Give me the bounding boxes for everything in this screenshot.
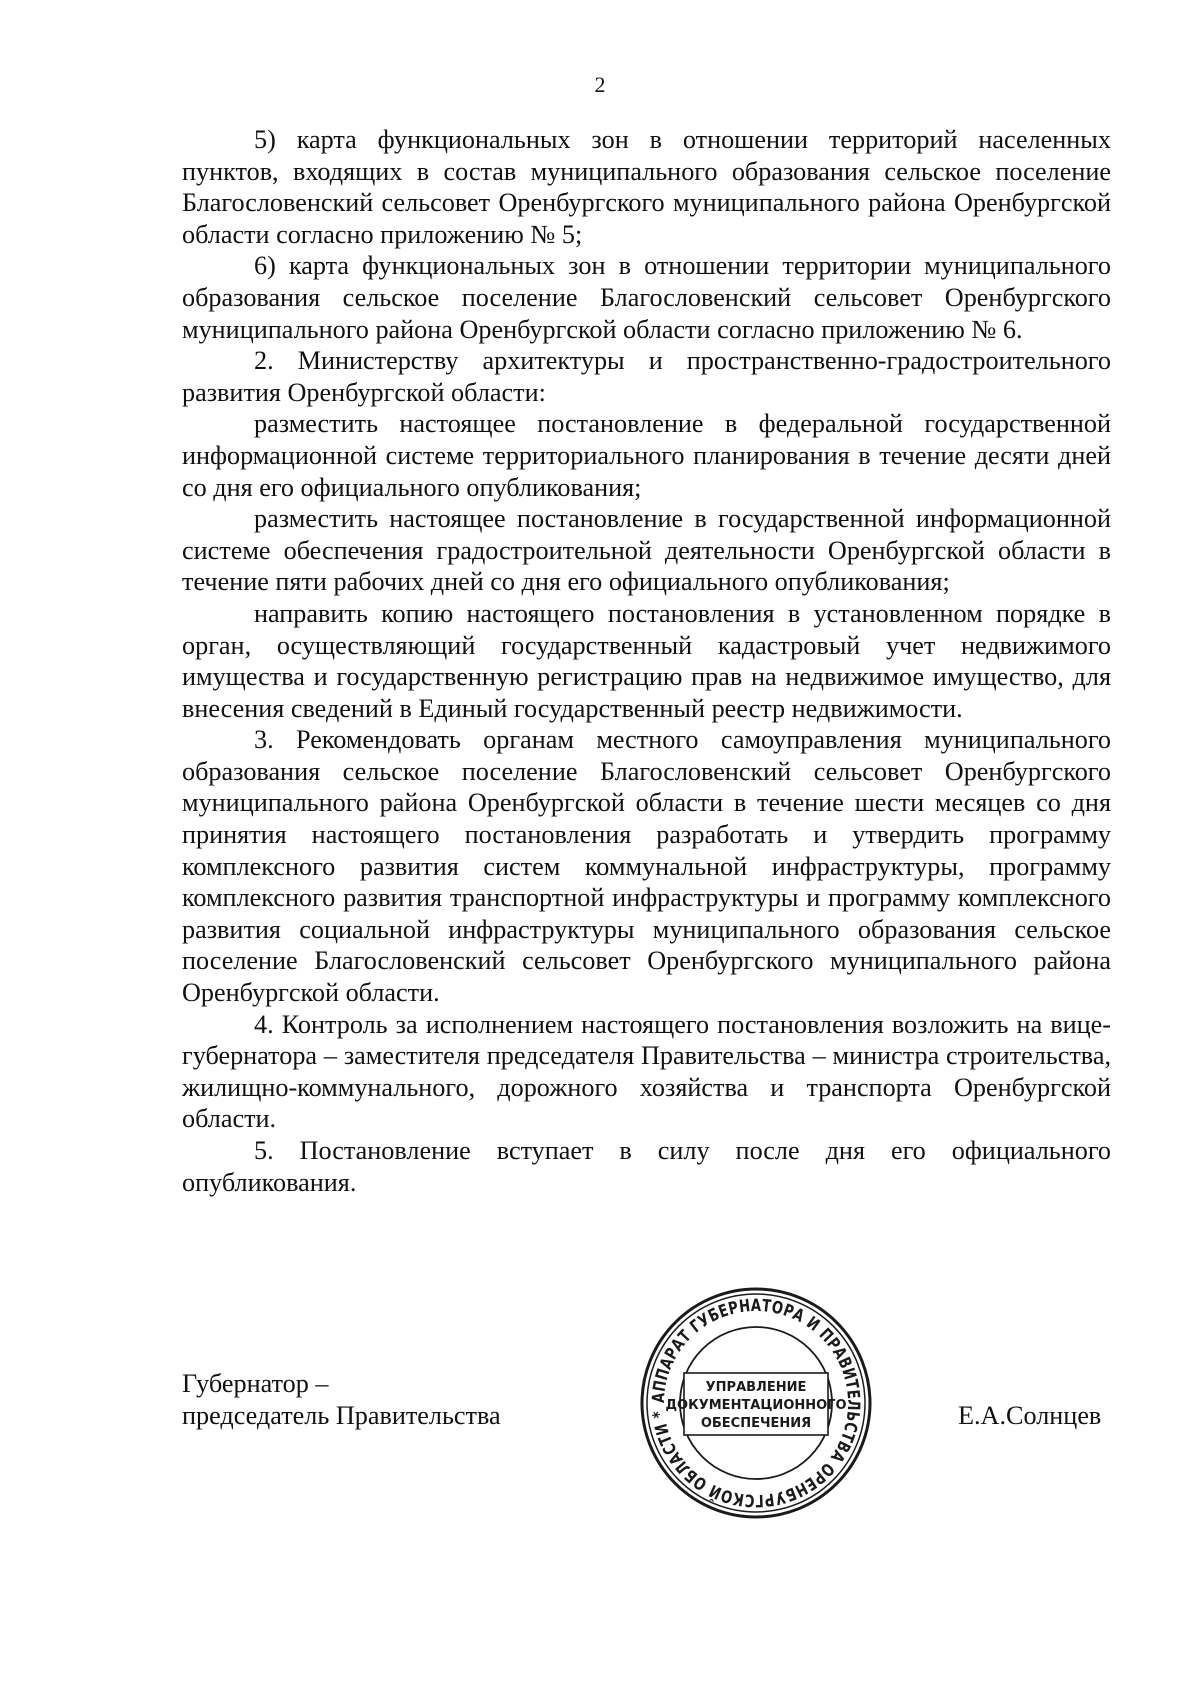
signatory-title-line-1: Губернатор – bbox=[182, 1369, 329, 1398]
seal-inner-line-1: УПРАВЛЕНИЕ bbox=[705, 1380, 807, 1395]
clause-2-regional-system: разместить настоящее постановление в государственной информационной системе обеспечения градостроительной деятельности Оренбургской области в течение пяти рабочих дней со дня его официального опубликования; bbox=[182, 504, 1111, 597]
clause-5-effective: 5. Постановление вступает в силу после дня его официального опубликования. bbox=[182, 1136, 1111, 1197]
clause-2-ministry: 2. Министерству архитектуры и пространственно-градостроительного развития Оренбургской области: bbox=[182, 346, 1111, 407]
list-item-5-map: 5) карта функциональных зон в отношении территорий населенных пунктов, входящих в состав муниципального образования сельское поселение Благословенский сельсовет Оренбургского муниципального района Оренбургской области согласно приложению № 5; bbox=[182, 125, 1111, 249]
signatory-name: Е.А.Солнцев bbox=[958, 1401, 1102, 1430]
clause-2-cadastre: направить копию настоящего постановления в установленном порядке в орган, осуществляющий государственный кадастровый учет недвижимого имущества и государственную регистрацию прав на недвижимое имущество, для внесения сведений в Единый государственный реестр недвижимости. bbox=[182, 598, 1111, 723]
seal-outer-text: АППАРАТ ГУБЕРНАТОРА И ПРАВИТЕЛЬСТВА ОРЕНБУРГСКОЙ ОБЛАСТИ * bbox=[648, 1295, 864, 1511]
seal-inner-line-2: ДОКУМЕНТАЦИОННОГО bbox=[665, 1398, 847, 1413]
page-number: 2 bbox=[594, 72, 606, 97]
official-seal bbox=[636, 1283, 876, 1523]
signatory-title bbox=[182, 1368, 501, 1432]
document-body bbox=[182, 124, 1111, 1198]
clause-4-control: 4. Контроль за исполнением настоящего постановления возложить на вице-губернатора – заместителя председателя Правительства – министра строительства, жилищно-коммунального, дорожного хозяйства и транспорта Оренбургской области. bbox=[182, 1009, 1111, 1134]
seal-inner-line-3: ОБЕСПЕЧЕНИЯ bbox=[700, 1416, 812, 1431]
clause-2-federal-system: разместить настоящее постановление в федеральной государственной информационной системе территориального планирования в течение десяти дней со дня его официального опубликования; bbox=[182, 409, 1111, 502]
clause-3-recommendation: 3. Рекомендовать органам местного самоуправления муниципального образования сельское поселение Благословенский сельсовет Оренбургского муниципального района Оренбургской области в течение шести месяцев со дня принятия настоящего постановления разработать и утвердить программу комплексного развития систем коммунальной инфраструктуры, программу комплексного развития транспортной инфраструктуры и программу комплексного развития социальной инфраструктуры муниципального образования сельское поселение Благословенский сельсовет Оренбургского муниципального района Оренбургской области. bbox=[182, 725, 1111, 1008]
seal-graphic bbox=[636, 1283, 876, 1523]
list-item-6-map: 6) карта функциональных зон в отношении территории муниципального образования сельское поселение Благословенский сельсовет Оренбургского муниципального района Оренбургской области согласно приложению № 6. bbox=[182, 251, 1111, 344]
signatory-title-line-2: председатель Правительства bbox=[182, 1401, 501, 1430]
